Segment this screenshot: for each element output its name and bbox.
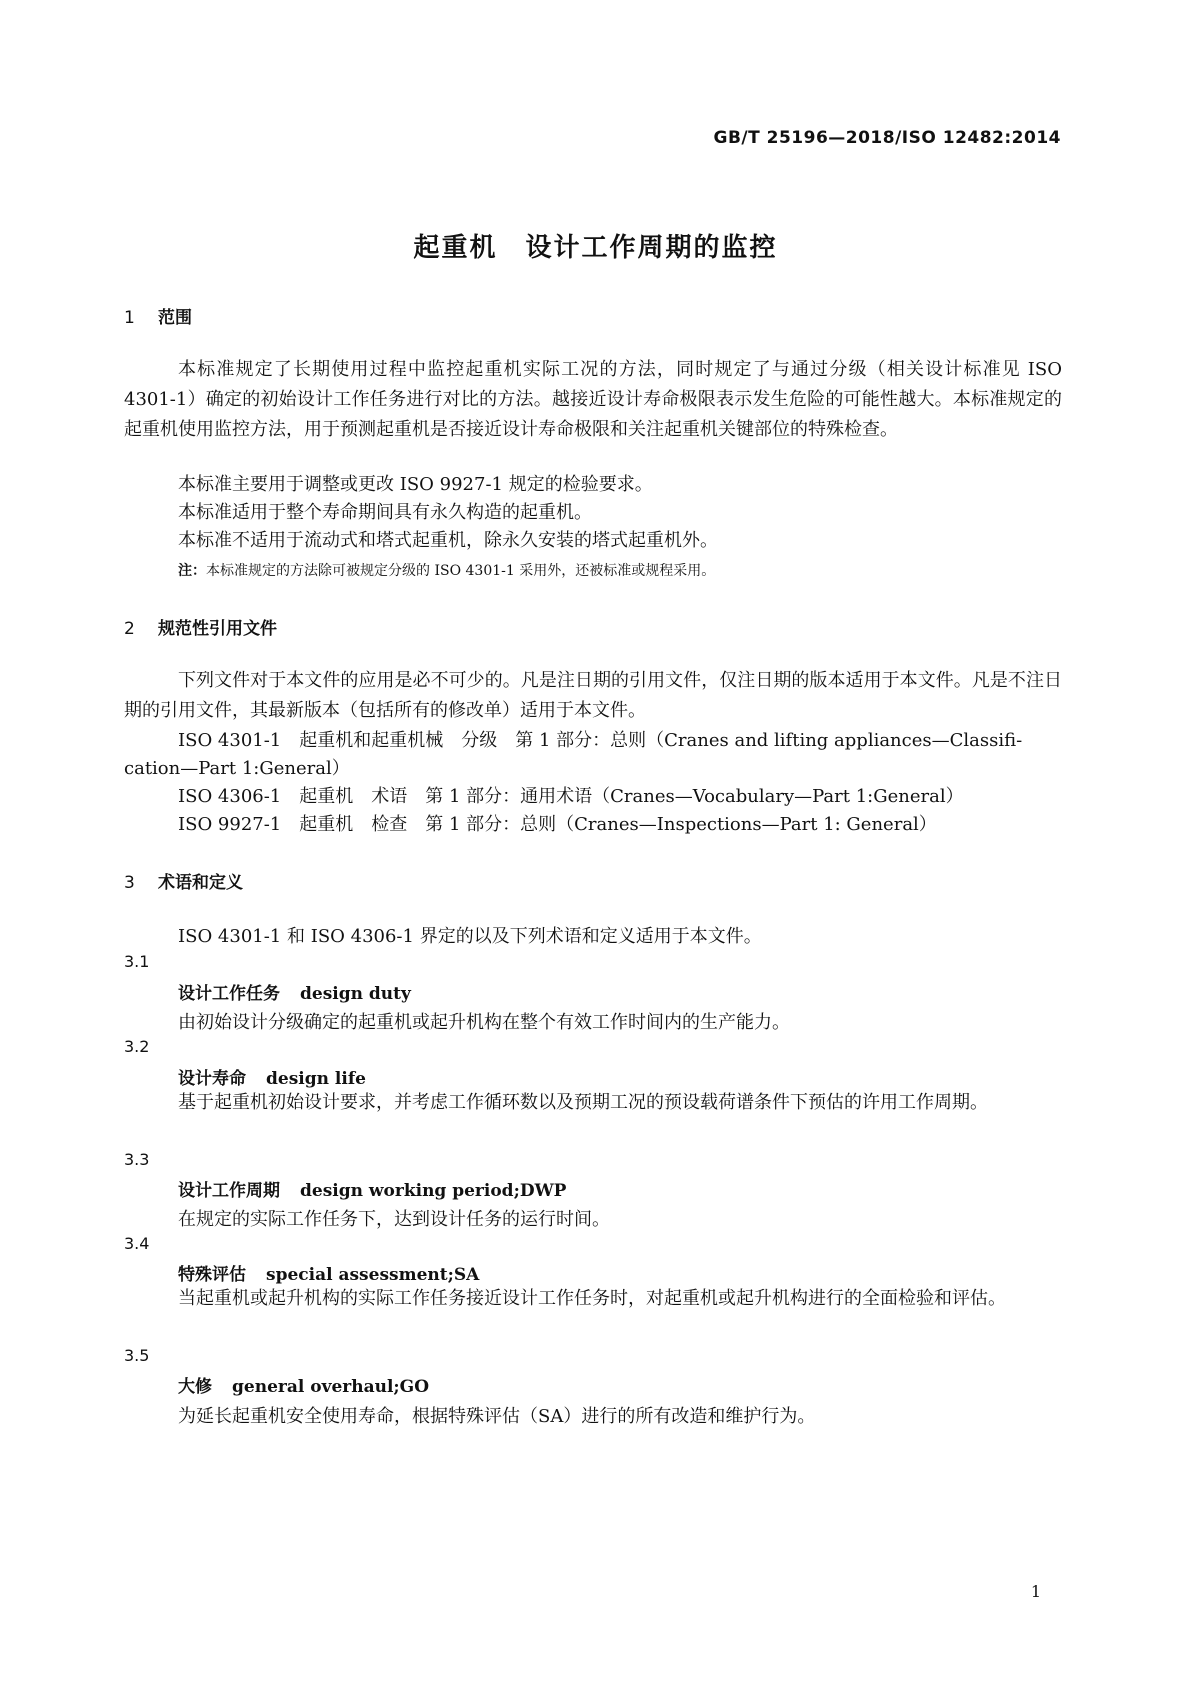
term-english: general overhaul;GO	[232, 1377, 430, 1397]
section-number: 1	[124, 308, 135, 328]
reference-entry: ISO 9927-1 起重机 检查 第 1 部分：总则（Cranes—Inspections—Part 1: General）	[178, 814, 937, 835]
section-number: 3	[124, 873, 135, 893]
normative-intro: 下列文件对于本文件的应用是必不可少的。凡是注日期的引用文件，仅注日期的版本适用于本文件。凡是不注日期的引用文件，其最新版本（包括所有的修改单）适用于本文件。	[124, 670, 1062, 721]
section-title: 范围	[158, 308, 192, 328]
term-english: design life	[266, 1069, 366, 1089]
scope-paragraph: 本标准规定了长期使用过程中监控起重机实际工况的方法，同时规定了与通过分级（相关设计标准见 ISO 4301-1）确定的初始设计工作任务进行对比的方法。越接近设计寿命极限表示发生危险的可能性越大。本标准规定的起重机使用监控方法，用于预测起重机是否接近设计寿命极限和关注起重机关键部位的特殊检查。	[124, 359, 1062, 440]
term-english: special assessment;SA	[266, 1265, 480, 1285]
section-heading-scope	[124, 303, 192, 328]
term-heading	[178, 1176, 566, 1201]
note-label: 注：	[178, 563, 206, 579]
term-english: design working period;DWP	[300, 1181, 567, 1201]
section-heading-terms	[124, 868, 243, 893]
term-heading	[178, 1064, 366, 1089]
scope-paragraph: 本标准不适用于流动式和塔式起重机，除永久安装的塔式起重机外。	[178, 530, 718, 551]
term-english: design duty	[300, 984, 411, 1004]
section-number: 2	[124, 619, 135, 639]
term-heading	[178, 1260, 479, 1285]
term-definition: 由初始设计分级确定的起重机或起升机构在整个有效工作时间内的生产能力。	[178, 1012, 790, 1033]
scope-paragraph: 本标准适用于整个寿命期间具有永久构造的起重机。	[178, 502, 592, 523]
note-text: 本标准规定的方法除可被规定分级的 ISO 4301-1 采用外，还被标准或规程采用。	[206, 563, 716, 579]
reference-entry-continuation: cation—Part 1:General）	[124, 758, 350, 779]
reference-entry: ISO 4301-1 起重机和起重机械 分级 第 1 部分：总则（Cranes and lifting appliances—Classifi-	[178, 730, 1023, 751]
term-chinese: 设计工作任务	[178, 984, 280, 1004]
scope-paragraph: 本标准主要用于调整或更改 ISO 9927-1 规定的检验要求。	[178, 474, 653, 495]
term-definition: 当起重机或起升机构的实际工作任务接近设计工作任务时，对起重机或起升机构进行的全面检验和评估。	[178, 1288, 1006, 1309]
document-title: 起重机 设计工作周期的监控	[413, 233, 778, 263]
term-number: 3.5	[124, 1346, 150, 1365]
scope-note	[178, 560, 715, 580]
section-title: 规范性引用文件	[158, 619, 277, 639]
term-number: 3.1	[124, 952, 150, 971]
term-number: 3.3	[124, 1150, 150, 1169]
term-number: 3.4	[124, 1234, 150, 1253]
term-definition: 基于起重机初始设计要求，并考虑工作循环数以及预期工况的预设载荷谱条件下预估的许用工作周期。	[178, 1092, 988, 1113]
page-number: 1	[1030, 1582, 1041, 1601]
term-chinese: 特殊评估	[178, 1265, 246, 1285]
term-chinese: 设计工作周期	[178, 1181, 280, 1201]
term-chinese: 设计寿命	[178, 1069, 246, 1089]
term-heading	[178, 979, 411, 1004]
section-heading-normative-references	[124, 614, 277, 639]
reference-entry: ISO 4306-1 起重机 术语 第 1 部分：通用术语（Cranes—Vocabulary—Part 1:General）	[178, 786, 964, 807]
term-heading	[178, 1372, 429, 1397]
term-definition: 为延长起重机安全使用寿命，根据特殊评估（SA）进行的所有改造和维护行为。	[178, 1406, 816, 1427]
section-title: 术语和定义	[158, 873, 243, 893]
terms-intro: ISO 4301-1 和 ISO 4306-1 界定的以及下列术语和定义适用于本文件。	[178, 926, 762, 947]
term-chinese: 大修	[178, 1377, 212, 1397]
term-number: 3.2	[124, 1037, 150, 1056]
standard-code: GB/T 25196—2018/ISO 12482:2014	[713, 128, 1061, 148]
term-definition: 在规定的实际工作任务下，达到设计任务的运行时间。	[178, 1209, 610, 1230]
